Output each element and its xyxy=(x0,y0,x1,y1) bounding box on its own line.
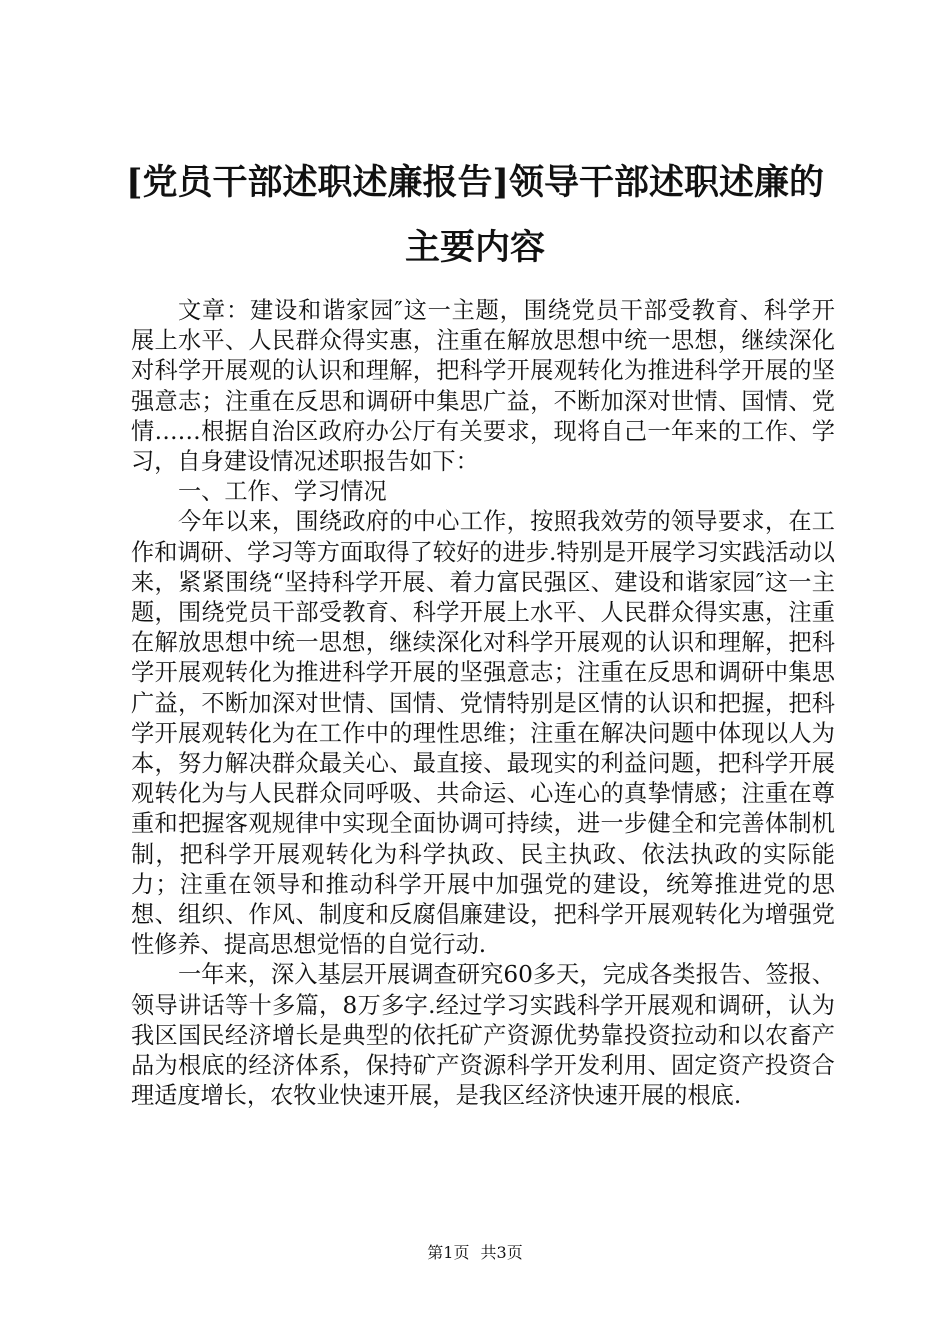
document-body xyxy=(131,296,835,1111)
page-total: 共3页 xyxy=(480,1243,523,1262)
document-title-line-2: 主要内容 xyxy=(404,227,545,268)
paragraph-research: 一年来，深入基层开展调查研究60多天，完成各类报告、签报、领导讲话等十多篇，8万多字.经过学习实践科学开展观和调研，认为我区国民经济增长是典型的依托矿产资源优势靠投资拉动和以农畜产品为根底的经济体系，保持矿产资源科学开发利用、固定资产投资合理适度增长，农牧业快速开展，是我区经济快速开展的根底. xyxy=(131,961,835,1110)
page-footer xyxy=(0,1243,950,1263)
page-number: 第1页 xyxy=(427,1243,470,1262)
paragraph-intro: 文章：建设和谐家园″这一主题，围绕党员干部受教育、科学开展上水平、人民群众得实惠，注重在解放思想中统一思想，继续深化对科学开展观的认识和理解，把科学开展观转化为推进科学开展的坚强意志；注重在反思和调研中集思广益，不断加深对世情、国情、党情……根据自治区政府办公厅有关要求，现将自己一年来的工作、学习，自身建设情况述职报告如下： xyxy=(131,297,835,476)
section-heading: 一、工作、学习情况 xyxy=(178,478,387,506)
paragraph-work: 今年以来，围绕政府的中心工作，按照我效劳的领导要求，在工作和调研、学习等方面取得了较好的进步.特别是开展学习实践活动以来，紧紧围绕“坚持科学开展、着力富民强区、建设和谐家园″这一主题，围绕党员干部受教育、科学开展上水平、人民群众得实惠，注重在解放思想中统一思想，继续深化对科学开展观的认识和理解，把科学开展观转化为推进科学开展的坚强意志；注重在反思和调研中集思广益，不断加深对世情、国情、党情特别是区情的认识和把握，把科学开展观转化为在工作中的理性思维；注重在解决问题中体现以人为本，努力解决群众最关心、最直接、最现实的利益问题，把科学开展观转化为与人民群众同呼吸、共命运、心连心的真挚情感；注重在尊重和把握客观规律中实现全面协调可持续，进一步健全和完善体制机制，把科学开展观转化为科学执政、民主执政、依法执政的实际能力；注重在领导和推动科学开展中加强党的建设，统筹推进党的思想、组织、作风、制度和反腐倡廉建设，把科学开展观转化为增强党性修养、提高思想觉悟的自觉行动. xyxy=(131,508,835,959)
document-title-line-1: [党员干部述职述廉报告]领导干部述职述廉的 xyxy=(125,162,825,203)
